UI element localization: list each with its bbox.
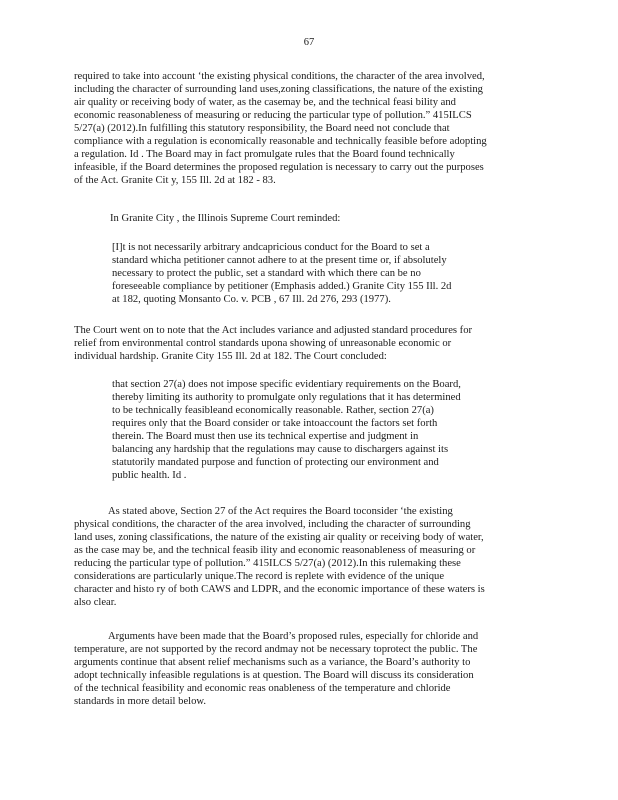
text-line: therein. The Board must then use its technical expertise and judgment in [112,431,419,442]
text-line: at 182, quoting Monsanto Co. v. PCB , 67 Ill. 2d 276, 293 (1977). [112,294,391,305]
text-line: statutorily mandated purpose and function of protecting our environment and [112,457,439,468]
text-line: to be technically feasibleand economically reasonable. Rather, section 27(a) [112,405,434,416]
text-line: relief from environmental control standards upona showing of unreasonable economic or [74,338,452,349]
text-line: balancing any hardship that the regulations may cause to dischargers against its [112,444,449,455]
text-line: standard whicha petitioner cannot adhere to at the present time or, if absolutely [112,255,447,266]
paragraph-4 [74,505,536,609]
text-line: infeasible, if the Board determines the proposed regulation is necessary to carry out the purposes [74,162,484,173]
text-line: standards in more detail below. [74,696,206,707]
text-line: As stated above, Section 27 of the Act requires the Board toconsider ‘the existing [108,506,453,517]
text-line: 5/27(a) (2012).In fulfilling this statutory responsibility, the Board need not conclude that [74,123,450,134]
text-line: considerations are particularly unique.The record is replete with evidence of the unique [74,571,445,582]
text-line: requires only that the Board consider or take intoaccount the factors set forth [112,418,438,429]
text-line: public health. Id . [112,470,187,481]
text-line: as the case may be, and the technical feasib ility and economic reasonableness of measuring or [74,545,476,556]
text-line: of the Act. Granite Cit y, 155 Ill. 2d at 182 - 83. [74,175,276,186]
text-line: individual hardship. Granite City 155 Ill. 2d at 182. The Court concluded: [74,351,387,362]
text-line: The Court went on to note that the Act includes variance and adjusted standard procedures for [74,325,473,336]
text-line: physical conditions, the character of the area involved, including the character of surrounding [74,519,471,530]
text-line: adopt technically infeasible regulations is at question. The Board will discuss its consideration [74,670,474,681]
text-line: required to take into account ‘the existing physical conditions, the character of the area involved, [74,71,485,82]
paragraph-2 [110,212,530,225]
text-line: necessary to protect the public, set a standard with which there can be no [112,268,421,279]
text-line: [I]t is not necessarily arbitrary andcapricious conduct for the Board to set a [112,242,430,253]
text-line: land uses, zoning classifications, the nature of the existing air quality or receiving body of water, [74,532,484,543]
text-line: temperature, are not supported by the record andmay not be necessary toprotect the public. The [74,644,478,655]
text-line: foreseeable compliance by petitioner (Emphasis added.) Granite City 155 Ill. 2d [112,281,452,292]
text-line: reducing the particular type of pollution.” 415ILCS 5/27(a) (2012).In this rulemaking these [74,558,461,569]
paragraph-1 [74,70,536,187]
block-quote-2 [112,378,500,482]
paragraph-3 [74,324,536,363]
page-number: 67 [303,37,315,48]
text-line: economic reasonableness of measuring or reducing the particular type of pollution.” 415ILCS [74,110,472,121]
text-line: of the technical feasibility and economic reas onableness of the temperature and chloride [74,683,451,694]
text-line: that section 27(a) does not impose specific evidentiary requirements on the Board, [112,379,461,390]
block-quote-1 [112,241,500,306]
text-line: arguments continue that absent relief mechanisms such as a variance, the Board’s authority to [74,657,471,668]
text-line: including the character of surrounding land uses,zoning classifications, the nature of the existing [74,84,483,95]
text-line: In Granite City , the Illinois Supreme Court reminded: [110,213,341,224]
text-line: a regulation. Id . The Board may in fact promulgate rules that the Board found technically [74,149,455,160]
text-line: air quality or receiving body of water, as the casemay be, and the technical feasi bility and [74,97,456,108]
text-line: Arguments have been made that the Board’s proposed rules, especially for chloride and [108,631,479,642]
paragraph-5 [74,630,536,708]
text-line: thereby limiting its authority to promulgate only regulations that it has determined [112,392,461,403]
text-line: character and histo ry of both CAWS and LDPR, and the economic importance of these waters is [74,584,485,595]
text-line: compliance with a regulation is economically reasonable and technically feasible before adopting [74,136,487,147]
text-line: also clear. [74,597,117,608]
